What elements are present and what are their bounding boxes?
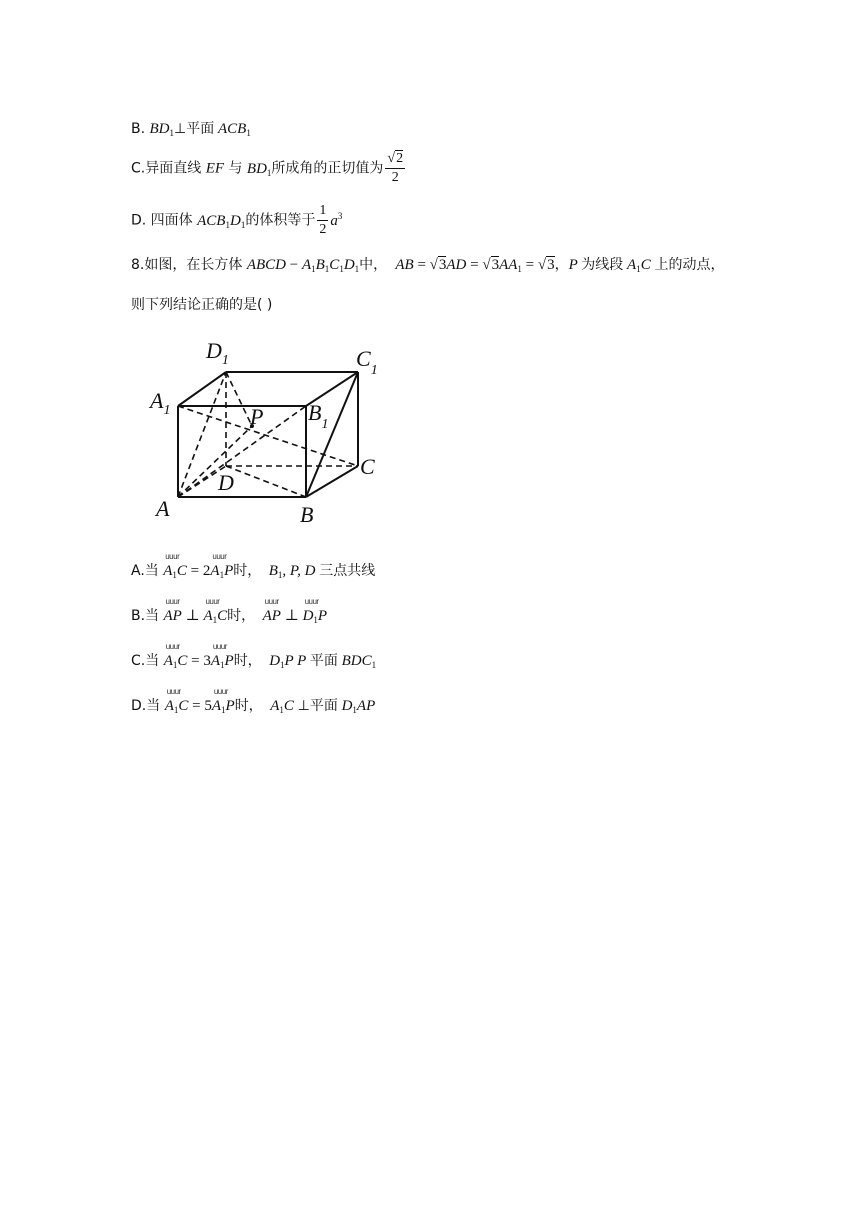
option-b: B.当 AP uuur ⊥ $A_1C$ uuur 时， AP uuur ⊥ $D_1P$ uuur <box>131 597 328 625</box>
question-8-line2: 则下列结论正确的是( ) <box>131 297 273 313</box>
fraction-sqrt2-over-2: $\frac{√2}{2}$ <box>387 151 404 185</box>
label-c: C <box>360 454 375 479</box>
option-a: A.当 $A_1C$ uuur = $2A_1P$ uuur 时， $B_1$, P, D 三点共线 <box>131 552 376 580</box>
option-c-prev: C.异面直线 EF 与 $BD_1$所成角的正切值为 $\frac{√2}{2}$ <box>131 151 404 185</box>
label-d1: $D_1$ <box>206 338 229 368</box>
option-b-prev: B. $BD_1\perp$平面 $ACB_1$ <box>131 121 251 138</box>
label-c1: $C_1$ <box>356 346 378 378</box>
label-d: D <box>218 470 234 495</box>
label-a: A <box>156 496 170 521</box>
fraction-one-half: $\frac{1}{2}$ <box>319 203 327 237</box>
option-d: D.当 $A_1C$ uuur = $5A_1P$ uuur 时， $A_1C$ ⊥平面 $D_1AP$ <box>131 687 376 715</box>
label-a1: $A_1$ <box>150 388 171 418</box>
option-c: C.当 $A_1C$ uuur = $3A_1P$ uuur 时， $D_1P$ P 平面 $BDC_1$ <box>131 642 377 670</box>
label-p: P <box>250 404 264 429</box>
label-b1: $B_1$ <box>308 400 329 432</box>
option-d-prev: D. 四面体 $ACB_1D_1$的体积等于 $\frac{1}{2}$ $a^3$ <box>131 203 343 237</box>
label-b: B <box>300 502 314 527</box>
cuboid-figure <box>148 330 393 530</box>
question-8-line1: 8.如图，在长方体 ABCD − $A_1B_1C_1D_1$中， AB = $√3AD = √3AA_1 = √3$，P 为线段 $A_1C$ 上的动点， <box>131 257 725 274</box>
